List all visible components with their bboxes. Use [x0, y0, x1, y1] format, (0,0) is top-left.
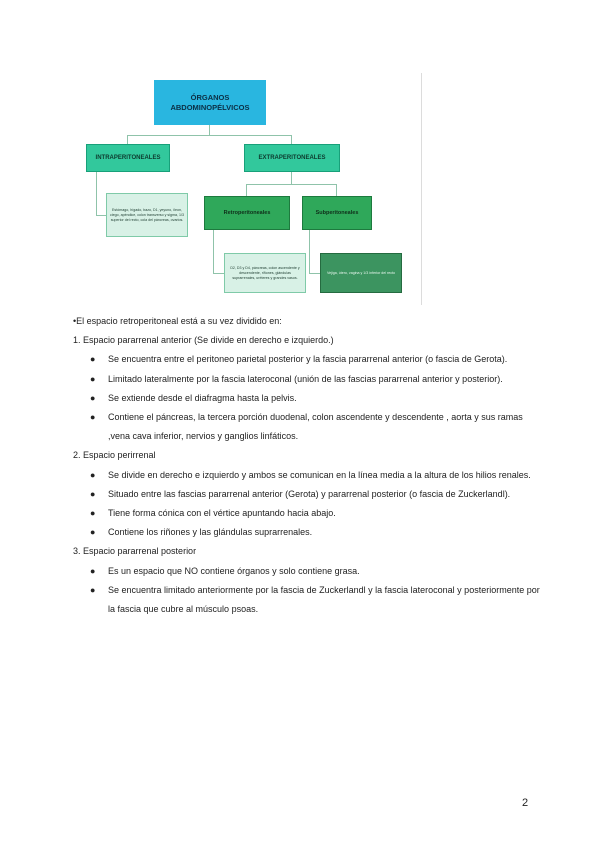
bullet-icon: ●: [90, 392, 96, 403]
diagram-intra-label: INTRAPERITONEALES: [95, 155, 161, 161]
connector: [246, 184, 247, 196]
connector: [309, 273, 320, 274]
list-item-text: Limitado lateralmente por la fascia lateroconal (unión de las fascias pararrenal anterior y posterior).: [108, 373, 503, 384]
list-item: [73, 370, 543, 389]
diagram-subperitoneales-node: [302, 196, 372, 230]
list-item-text: Tiene forma cónica con el vértice apuntando hacia abajo.: [108, 508, 336, 519]
diagram-subper-label: Subperitoneales: [315, 210, 359, 216]
diagram-root-label: ÓRGANOS ABDOMINOPÉLVICOS: [170, 92, 250, 112]
page-rule: [421, 73, 422, 305]
connector: [127, 135, 128, 144]
list-item-text: Es un espacio que NO contiene órganos y solo contiene grasa.: [108, 565, 360, 576]
bullet-icon: ●: [90, 412, 96, 423]
page-number: 2: [522, 797, 529, 809]
connector: [213, 230, 214, 273]
list-item: [73, 485, 543, 504]
list-item-text: Situado entre las fascias pararrenal anterior (Gerota) y pararrenal posterior (o fascia de Zuckerlandl).: [108, 488, 511, 499]
list-item-text: Se encuentra limitado anteriormente por la fascia de Zuckerlandl y la fascia lateroconal y posteriormente por la fascia que cubre al músculo psoas.: [108, 584, 540, 615]
connector: [291, 172, 292, 184]
diagram-root-node: [154, 80, 266, 125]
diagram-intraperitoneales-node: [86, 144, 170, 172]
connector: [96, 215, 106, 216]
connector: [213, 273, 224, 274]
list-item: [73, 504, 543, 523]
connector: [96, 172, 97, 215]
diagram-extraperitoneales-node: [244, 144, 340, 172]
list-item-text: Contiene los riñones y las glándulas suprarrenales.: [108, 527, 313, 538]
bullet-icon: ●: [90, 508, 96, 519]
list-item-text: Se divide en derecho e izquierdo y ambos se comunican en la línea media a la altura de los hilios renales.: [108, 469, 531, 480]
list-item-text: Se encuentra entre el peritoneo parietal posterior y la fascia pararrenal anterior (o fascia de Gerota).: [108, 354, 508, 365]
bullet-icon: ●: [90, 354, 96, 365]
diagram-retro-desc-node: [224, 253, 306, 293]
diagram-sub-desc-node: [320, 253, 402, 293]
diagram-intra-desc-node: [106, 193, 188, 237]
diagram-intra-desc: Estómago, hígado, bazo, D1, yeyuno, íleon, ciego, apéndice, colon transverso y sigma, 1/3 superior del recto, cola del páncreas, ovarios.: [110, 207, 184, 222]
intro-text: •El espacio retroperitoneal está a su vez dividido en:: [73, 316, 282, 326]
list-item: [73, 523, 543, 542]
section-2-title: 2. Espacio perirrenal: [73, 450, 156, 461]
list-item: [73, 581, 543, 619]
list-item: [73, 466, 543, 485]
connector: [291, 135, 292, 144]
diagram-retroperitoneales-node: [204, 196, 290, 230]
diagram-sub-desc: Vejiga, útero, vagina y 1/3 inferior del recto: [326, 270, 396, 275]
bullet-icon: ●: [90, 584, 96, 595]
connector: [309, 230, 310, 273]
diagram-extra-label: EXTRAPERITONEALES: [258, 155, 326, 161]
section-3-title: 3. Espacio pararrenal posterior: [73, 546, 197, 557]
list-item-text: Se extiende desde el diafragma hasta la pelvis.: [108, 392, 297, 403]
connector: [246, 184, 337, 185]
diagram-retro-desc: D2, D3 y D4, páncreas, colon ascendente y descendente, riñones, glándulas suprarrenales, uréteres y grandes vasos.: [230, 265, 300, 280]
bullet-icon: ●: [90, 469, 96, 480]
diagram-retro-label: Retroperitoneales: [223, 210, 271, 216]
connector: [336, 184, 337, 196]
connector: [127, 135, 292, 136]
bullet-icon: ●: [90, 565, 96, 576]
document-body: [73, 312, 543, 619]
list-item-text: Contiene el páncreas, la tercera porción duodenal, colon ascendente y descendente , aorta y sus ramas ,vena cava inferior, nervios y ganglios linfáticos.: [108, 412, 523, 442]
bullet-icon: ●: [90, 488, 96, 499]
list-item: [73, 562, 543, 581]
list-item: [73, 408, 543, 446]
section-1-title: 1. Espacio pararrenal anterior (Se divide en derecho e izquierdo.): [73, 335, 334, 346]
bullet-icon: ●: [90, 527, 96, 538]
bullet-icon: ●: [90, 373, 96, 384]
connector: [209, 125, 210, 135]
list-item: [73, 350, 543, 369]
list-item: [73, 389, 543, 408]
